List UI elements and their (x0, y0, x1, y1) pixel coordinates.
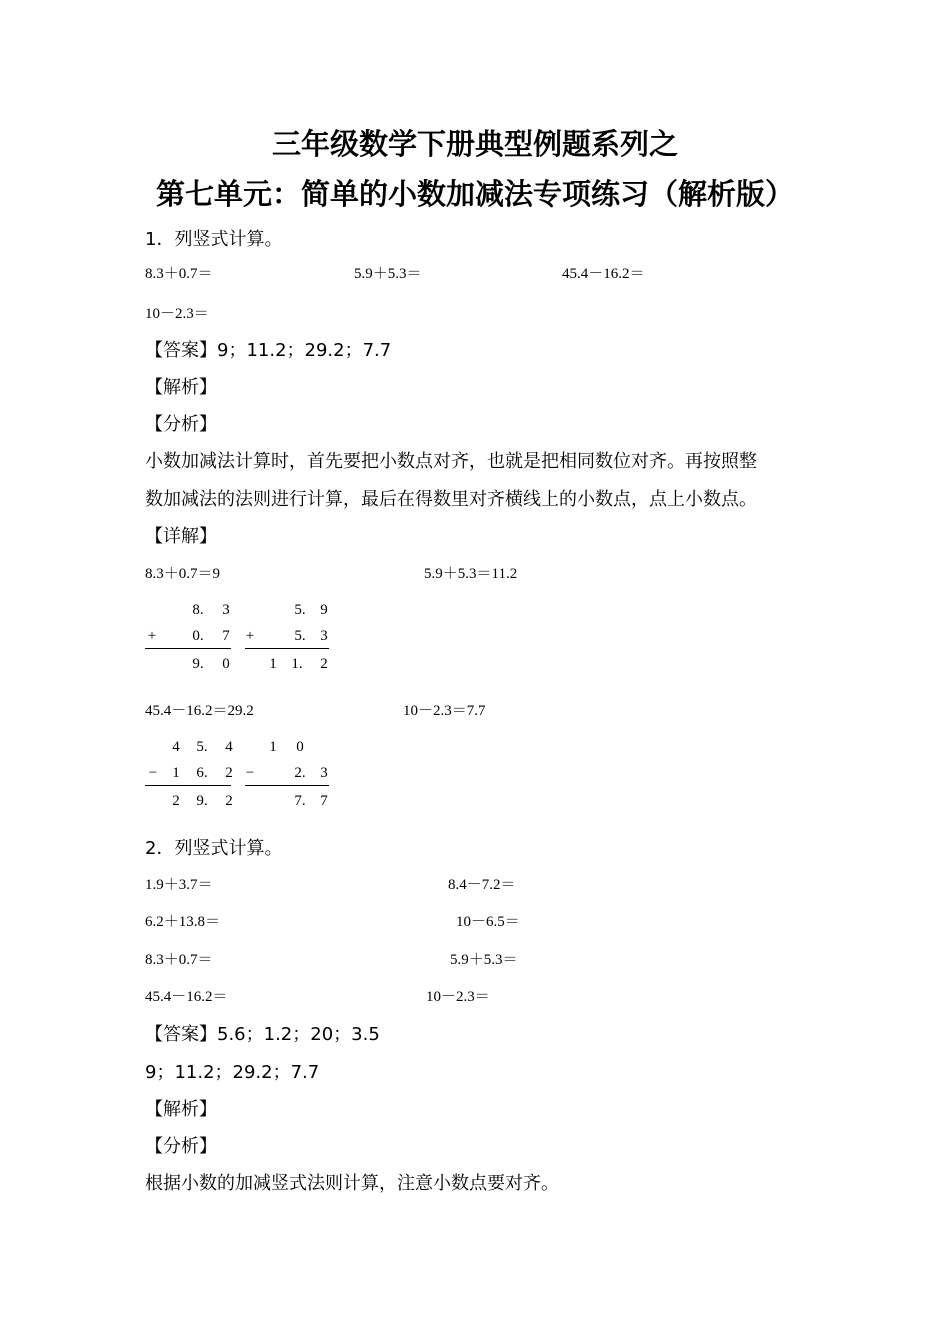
q1-result-3: 45.4－16.2＝29.2 (145, 703, 254, 719)
vc3-result-d2: 9. (196, 793, 208, 809)
q2-jiexi-label: 【解析】 (145, 1099, 217, 1120)
vc3-result-d1: 2 (172, 793, 180, 809)
vc3-operator: − (148, 765, 158, 781)
vc2-top-d2: 9 (320, 602, 328, 618)
vc4-top-d1: 1 (269, 739, 277, 755)
vc1-result-d2: 0 (222, 656, 230, 672)
q2-answer-line2: 9；11.2；29.2；7.7 (145, 1062, 320, 1083)
vc4-operator: − (245, 765, 255, 781)
q2-answer-line1: 【答案】5.6；1.2；20；3.5 (145, 1024, 380, 1045)
q2-row2-right: 10－6.5＝ (456, 914, 520, 930)
q2-row1-left: 1.9＋3.7＝ (145, 877, 213, 893)
q2-row3-left: 8.3＋0.7＝ (145, 952, 213, 968)
vc2-result-d2: 1. (291, 656, 303, 672)
vc4-line (245, 785, 329, 786)
vc4-result-d2: 7 (320, 793, 328, 809)
vc3-result-d3: 2 (225, 793, 233, 809)
q1-fenxi-label: 【分析】 (145, 414, 217, 435)
q2-analysis: 根据小数的加减竖式法则计算，注意小数点要对齐。 (145, 1173, 559, 1194)
vc4-bottom-d1: 2. (294, 765, 306, 781)
vc4-result-d1: 7. (294, 793, 306, 809)
q1-xiangjie-label: 【详解】 (145, 526, 217, 547)
q2-heading: 2．列竖式计算。 (145, 838, 283, 859)
vc1-bottom-d2: 7 (222, 628, 230, 644)
q2-row2-left: 6.2＋13.8＝ (145, 914, 221, 930)
vc2-result-d3: 2 (320, 656, 328, 672)
q1-jiexi-label: 【解析】 (145, 377, 217, 398)
vc3-top-d3: 4 (225, 739, 233, 755)
vc2-result-d1: 1 (269, 656, 277, 672)
vc1-top-d1: 8. (192, 602, 204, 618)
vc3-bottom-d2: 6. (196, 765, 208, 781)
vc2-bottom-d2: 3 (320, 628, 328, 644)
q1-heading: 1．列竖式计算。 (145, 229, 283, 250)
q2-row1-right: 8.4－7.2＝ (448, 877, 516, 893)
vc1-bottom-d1: 0. (192, 628, 204, 644)
vc3-bottom-d3: 2 (225, 765, 233, 781)
vc1-top-d2: 3 (222, 602, 230, 618)
q1-analysis-line1: 小数加减法计算时，首先要把小数点对齐，也就是把相同数位对齐。再按照整 (145, 451, 757, 472)
q1-analysis-line2: 数加减法的法则进行计算，最后在得数里对齐横线上的小数点，点上小数点。 (145, 489, 757, 510)
q1-result-2: 5.9＋5.3＝11.2 (424, 566, 518, 582)
vc1-operator: + (147, 628, 157, 644)
vc1-result-d1: 9. (192, 656, 204, 672)
q1-result-1: 8.3＋0.7＝9 (145, 566, 221, 582)
q2-row4-right: 10－2.3＝ (426, 989, 490, 1005)
q1-answer: 【答案】9；11.2；29.2；7.7 (145, 340, 392, 361)
vc3-bottom-d1: 1 (172, 765, 180, 781)
vc2-operator: + (245, 628, 255, 644)
q2-row3-right: 5.9＋5.3＝ (450, 952, 518, 968)
vc4-bottom-d2: 3 (320, 765, 328, 781)
vc4-top-d2: 0 (296, 739, 304, 755)
vc3-top-d2: 5. (196, 739, 208, 755)
vc2-top-d1: 5. (294, 602, 306, 618)
q1-equation-3: 45.4－16.2＝ (562, 266, 645, 282)
q2-fenxi-label: 【分析】 (145, 1136, 217, 1157)
q1-result-4: 10－2.3＝7.7 (403, 703, 486, 719)
page-title-line1: 三年级数学下册典型例题系列之 (271, 127, 678, 161)
page-title-line2: 第七单元：简单的小数加减法专项练习（解析版） (155, 177, 794, 211)
q1-equation-4: 10－2.3＝ (145, 306, 209, 322)
vc2-bottom-d1: 5. (294, 628, 306, 644)
q2-row4-left: 45.4－16.2＝ (145, 989, 228, 1005)
vc3-top-d1: 4 (172, 739, 180, 755)
q1-equation-1: 8.3＋0.7＝ (145, 266, 213, 282)
q1-equation-2: 5.9＋5.3＝ (354, 266, 422, 282)
